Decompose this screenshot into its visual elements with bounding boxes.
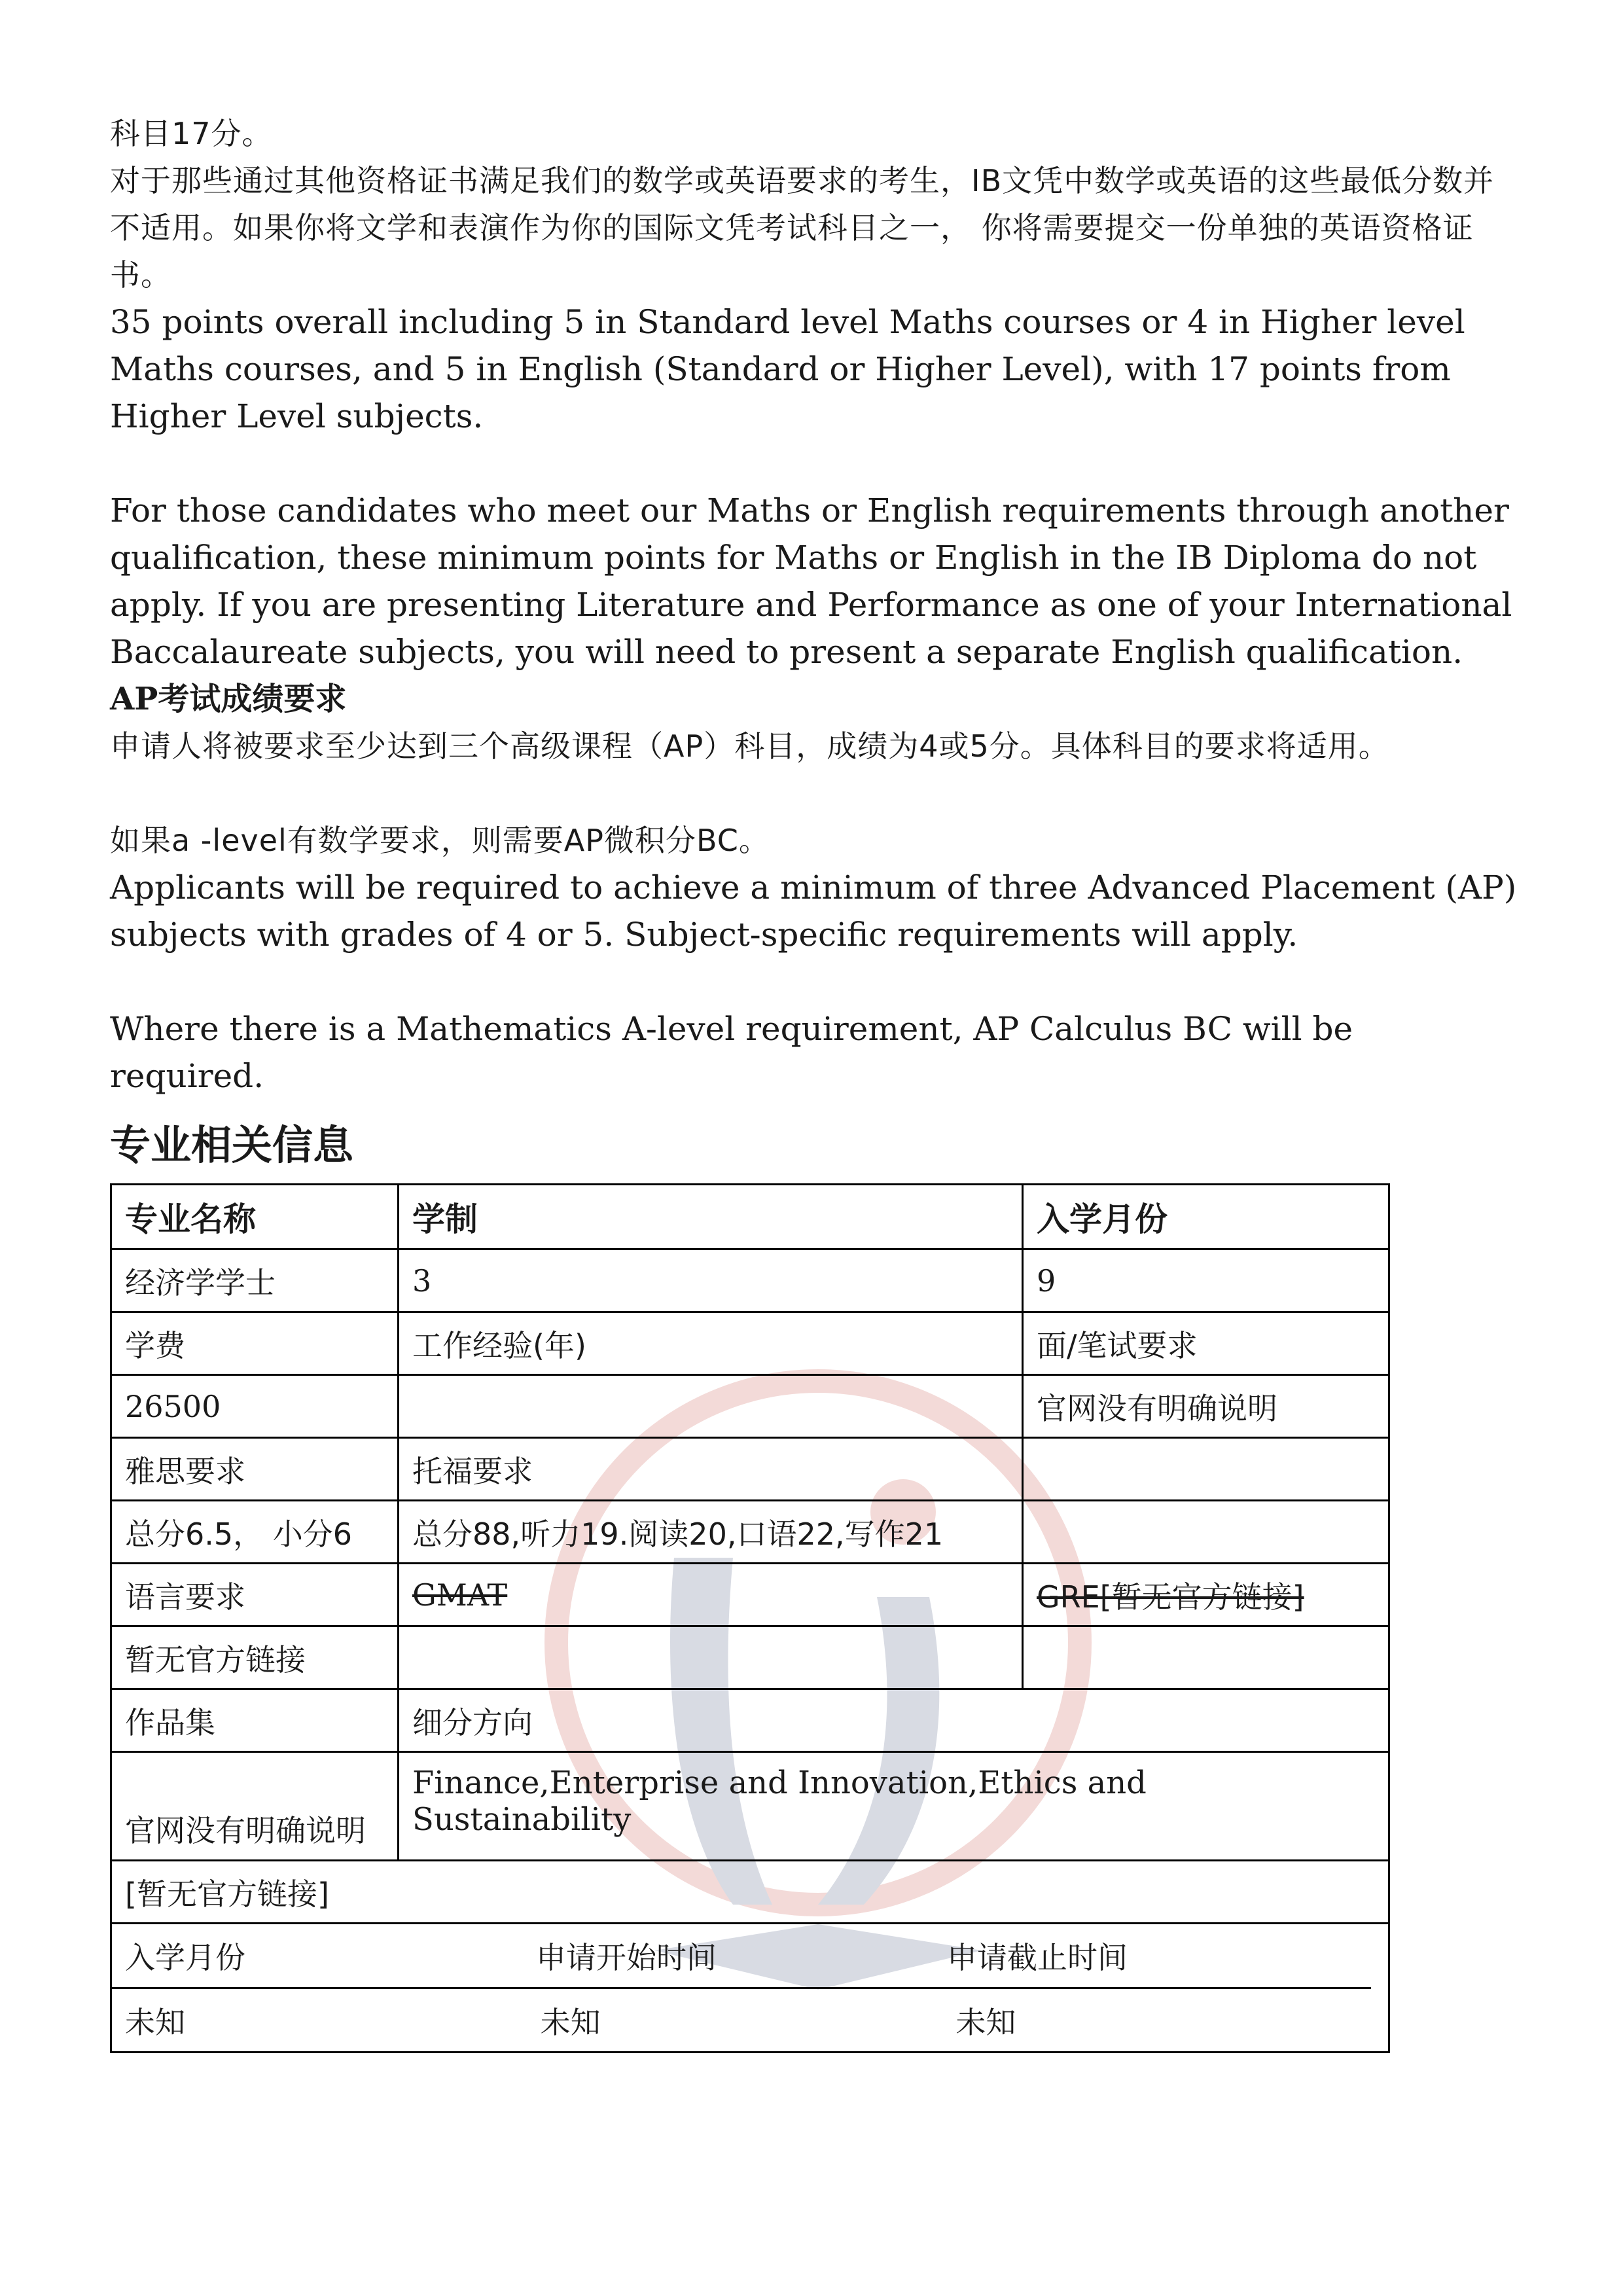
cell-intake: 9 — [1037, 1263, 1056, 1299]
cell-gmat: GMAT — [399, 1564, 1024, 1625]
header-app-start: 申请开始时间 — [536, 1940, 717, 1975]
paragraph-ap-calculus-en: Where there is a Mathematics A-level requirement, AP Calculus BC will be required. — [110, 1010, 1353, 1095]
section-title: 专业相关信息 — [110, 1121, 354, 1169]
ap-heading: AP考试成绩要求 — [110, 681, 347, 717]
program-info-table — [110, 1183, 1390, 2053]
header-program-name: 专业名称 — [112, 1185, 399, 1248]
cell-toefl-label: 托福要求 — [399, 1439, 1024, 1499]
application-dates-header — [112, 1924, 1371, 1989]
table-row — [112, 1376, 1388, 1439]
table-row — [112, 1564, 1388, 1627]
header-intake: 入学月份 — [125, 1940, 245, 1975]
paragraph-ib-exemption-en: For those candidates who meet our Maths or English requirements through another qualification, these minimum points for Maths or English in the IB Diploma do not apply. If you are presenting Literature and Performance as one of your International Baccalaureate subjects, you will need to present a separate English qualification. — [110, 492, 1512, 671]
paragraph-ib-requirement-en: 35 points overall including 5 in Standard level Maths courses or 4 in Higher level Maths courses, and 5 in English (Standard or Higher Level), with 17 points from Higher Level subjects. — [110, 303, 1465, 435]
cell-gre-link — [1024, 1627, 1384, 1688]
cell-interview-value: 官网没有明确说明 — [1037, 1390, 1277, 1426]
cell-portfolio-link: [暂无官方链接] — [125, 1876, 329, 1912]
cell-language-label: 语言要求 — [112, 1564, 399, 1625]
document-body — [110, 110, 1517, 1100]
cell-ielts-value: 总分6.5， 小分6 — [112, 1501, 399, 1562]
paragraph-ib-exemption-zh: 对于那些通过其他资格证书满足我们的数学或英语要求的考生，IB文凭中数学或英语的这些最低分数并不适用。如果你将文学和表演作为你的国际文凭考试科目之一， 你将需要提交一份单独的英语资格证书。 — [110, 163, 1495, 293]
cell-empty — [1024, 1501, 1384, 1562]
paragraph-ap-requirement-zh: 申请人将被要求至少达到三个高级课程（AP）科目，成绩为4或5分。具体科目的要求将适用。 — [110, 728, 1389, 764]
value-app-deadline: 未知 — [955, 2004, 1016, 2040]
cell-interview-label: 面/笔试要求 — [1037, 1327, 1198, 1363]
cell-work-exp-value — [399, 1376, 1024, 1437]
cell-toefl-value: 总分88,听力19.阅读20,口语22,写作21 — [399, 1501, 1024, 1562]
table-row — [112, 1627, 1388, 1690]
cell-ielts-label: 雅思要求 — [112, 1439, 399, 1499]
application-dates-values — [112, 1989, 1384, 2051]
cell-specialization-label: 细分方向 — [412, 1704, 533, 1740]
value-intake: 未知 — [125, 2004, 185, 2040]
paragraph-ib-hl-points: 科目17分。 — [110, 116, 273, 151]
cell-gre: GRE[暂无官方链接] — [1037, 1579, 1304, 1615]
cell-tuition-value: 26500 — [112, 1376, 399, 1437]
header-app-deadline: 申请截止时间 — [947, 1940, 1128, 1975]
cell-program: 经济学学士 — [112, 1250, 399, 1311]
table-header-row — [112, 1185, 1388, 1250]
paragraph-ap-requirement-en: Applicants will be required to achieve a minimum of three Advanced Placement (AP) subjects with grades of 4 or 5. Subject-specific requirements will apply. — [110, 869, 1517, 954]
table-row — [112, 1690, 1388, 1753]
value-app-start: 未知 — [540, 2004, 601, 2040]
table-row — [112, 1924, 1388, 2051]
table-row — [112, 1861, 1388, 1924]
table-row — [112, 1753, 1388, 1861]
table-row — [112, 1313, 1388, 1376]
table-row — [112, 1501, 1388, 1564]
paragraph-ap-calculus-zh: 如果a -level有数学要求，则需要AP微积分BC。 — [110, 823, 770, 858]
header-intake-month: 入学月份 — [1037, 1200, 1168, 1238]
cell-tuition-label: 学费 — [112, 1313, 399, 1374]
cell-empty — [1024, 1439, 1384, 1499]
table-row — [112, 1250, 1388, 1313]
cell-work-exp-label: 工作经验(年) — [399, 1313, 1024, 1374]
cell-language-link: 暂无官方链接 — [112, 1627, 399, 1688]
cell-specialization-value: Finance,Enterprise and Innovation,Ethics and Sustainability — [412, 1765, 1147, 1838]
header-duration: 学制 — [399, 1185, 1024, 1248]
cell-gmat-link — [399, 1627, 1024, 1688]
table-row — [112, 1439, 1388, 1501]
cell-portfolio-label: 作品集 — [112, 1690, 399, 1751]
cell-portfolio-value: 官网没有明确说明 — [112, 1753, 399, 1859]
cell-duration: 3 — [399, 1250, 1024, 1311]
